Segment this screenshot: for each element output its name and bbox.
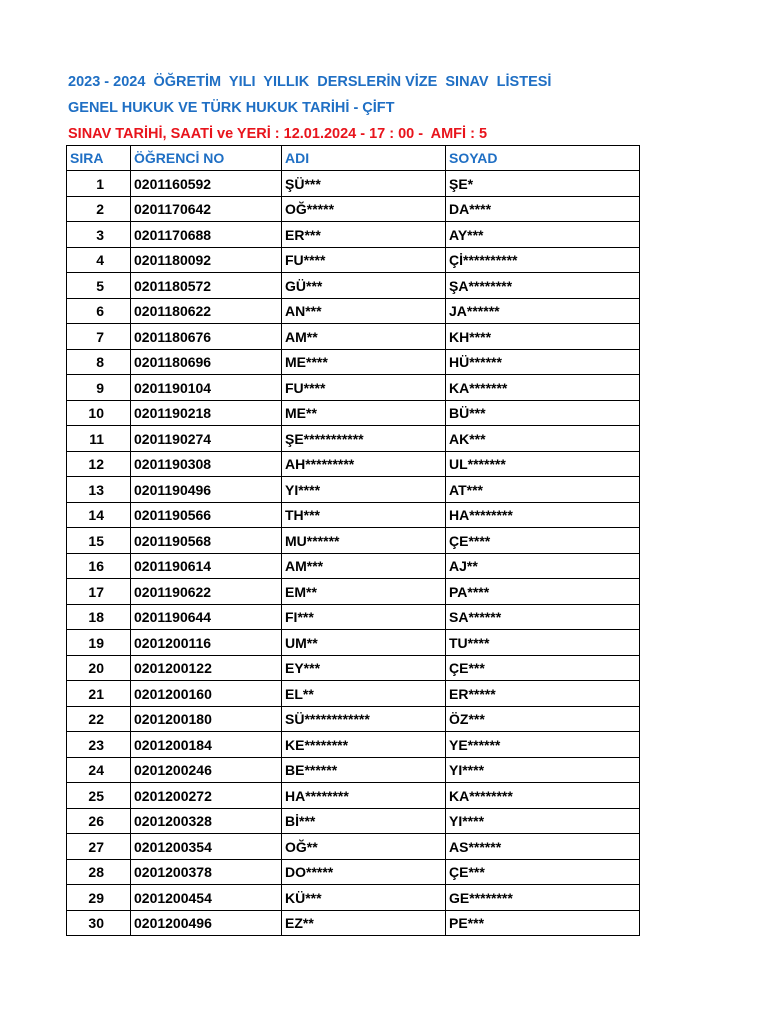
cell-ogrenci-no: 0201190104 xyxy=(131,375,282,401)
table-header-row xyxy=(67,146,640,171)
cell-soyad: SA****** xyxy=(446,604,640,630)
table-row xyxy=(67,528,640,554)
cell-soyad: PE*** xyxy=(446,910,640,936)
cell-sira: 9 xyxy=(67,375,131,401)
cell-ogrenci-no: 0201190566 xyxy=(131,502,282,528)
cell-ogrenci-no: 0201200122 xyxy=(131,655,282,681)
cell-soyad: GE******** xyxy=(446,885,640,911)
cell-ogrenci-no: 0201180092 xyxy=(131,247,282,273)
exam-info: SINAV TARİHİ, SAATİ ve YERİ : 12.01.2024 - 17 : 00 - AMFİ : 5 xyxy=(68,126,488,142)
cell-soyad: TU**** xyxy=(446,630,640,656)
cell-ogrenci-no: 0201180572 xyxy=(131,273,282,299)
cell-ogrenci-no: 0201160592 xyxy=(131,171,282,197)
cell-soyad: JA****** xyxy=(446,298,640,324)
cell-adi: ME** xyxy=(282,400,446,426)
cell-soyad: HÜ****** xyxy=(446,349,640,375)
cell-sira: 24 xyxy=(67,757,131,783)
cell-soyad: PA**** xyxy=(446,579,640,605)
cell-soyad: AY*** xyxy=(446,222,640,248)
table-row xyxy=(67,553,640,579)
cell-adi: AN*** xyxy=(282,298,446,324)
cell-soyad: KA******** xyxy=(446,783,640,809)
cell-soyad: AS****** xyxy=(446,834,640,860)
cell-ogrenci-no: 0201200184 xyxy=(131,732,282,758)
cell-adi: HA******** xyxy=(282,783,446,809)
cell-sira: 15 xyxy=(67,528,131,554)
cell-sira: 2 xyxy=(67,196,131,222)
cell-adi: FU**** xyxy=(282,375,446,401)
cell-soyad: UL******* xyxy=(446,451,640,477)
cell-soyad: ÖZ*** xyxy=(446,706,640,732)
cell-soyad: ÇE*** xyxy=(446,655,640,681)
cell-soyad: KA******* xyxy=(446,375,640,401)
cell-soyad: KH**** xyxy=(446,324,640,350)
cell-adi: ŞÜ*** xyxy=(282,171,446,197)
document-title: 2023 - 2024 ÖĞRETİM YILI YILLIK DERSLERİN VİZE SINAV LİSTESİ xyxy=(68,74,552,90)
cell-adi: OĞ***** xyxy=(282,196,446,222)
table-row xyxy=(67,400,640,426)
table-row xyxy=(67,324,640,350)
cell-adi: ER*** xyxy=(282,222,446,248)
cell-ogrenci-no: 0201200454 xyxy=(131,885,282,911)
cell-ogrenci-no: 0201180696 xyxy=(131,349,282,375)
cell-ogrenci-no: 0201190308 xyxy=(131,451,282,477)
table-row xyxy=(67,273,640,299)
table-row xyxy=(67,196,640,222)
cell-sira: 29 xyxy=(67,885,131,911)
cell-soyad: BÜ*** xyxy=(446,400,640,426)
cell-soyad: YI**** xyxy=(446,757,640,783)
table-row xyxy=(67,502,640,528)
cell-adi: GÜ*** xyxy=(282,273,446,299)
cell-sira: 27 xyxy=(67,834,131,860)
course-title: GENEL HUKUK VE TÜRK HUKUK TARİHİ - ÇİFT xyxy=(68,100,395,116)
column-header-soyad: SOYAD xyxy=(446,146,640,171)
cell-ogrenci-no: 0201190218 xyxy=(131,400,282,426)
cell-adi: EL** xyxy=(282,681,446,707)
cell-sira: 12 xyxy=(67,451,131,477)
table-row xyxy=(67,859,640,885)
cell-adi: EZ** xyxy=(282,910,446,936)
cell-adi: Bİ*** xyxy=(282,808,446,834)
cell-adi: EM** xyxy=(282,579,446,605)
table-row xyxy=(67,757,640,783)
cell-adi: AM*** xyxy=(282,553,446,579)
table-row xyxy=(67,655,640,681)
cell-ogrenci-no: 0201170688 xyxy=(131,222,282,248)
cell-adi: KÜ*** xyxy=(282,885,446,911)
cell-soyad: ÇE*** xyxy=(446,859,640,885)
cell-adi: EY*** xyxy=(282,655,446,681)
cell-sira: 23 xyxy=(67,732,131,758)
column-header-sira: SIRA xyxy=(67,146,131,171)
table-row xyxy=(67,910,640,936)
cell-adi: AH********* xyxy=(282,451,446,477)
cell-ogrenci-no: 0201200246 xyxy=(131,757,282,783)
cell-ogrenci-no: 0201190644 xyxy=(131,604,282,630)
cell-soyad: AJ** xyxy=(446,553,640,579)
cell-sira: 20 xyxy=(67,655,131,681)
table-row xyxy=(67,834,640,860)
cell-ogrenci-no: 0201200328 xyxy=(131,808,282,834)
cell-sira: 5 xyxy=(67,273,131,299)
cell-ogrenci-no: 0201180622 xyxy=(131,298,282,324)
cell-sira: 16 xyxy=(67,553,131,579)
table-row xyxy=(67,171,640,197)
cell-ogrenci-no: 0201180676 xyxy=(131,324,282,350)
cell-adi: KE******** xyxy=(282,732,446,758)
table-row xyxy=(67,783,640,809)
cell-adi: UM** xyxy=(282,630,446,656)
cell-ogrenci-no: 0201190496 xyxy=(131,477,282,503)
cell-sira: 19 xyxy=(67,630,131,656)
table-row xyxy=(67,375,640,401)
cell-sira: 17 xyxy=(67,579,131,605)
cell-adi: MU****** xyxy=(282,528,446,554)
cell-sira: 25 xyxy=(67,783,131,809)
cell-ogrenci-no: 0201200160 xyxy=(131,681,282,707)
column-header-adi: ADI xyxy=(282,146,446,171)
cell-adi: AM** xyxy=(282,324,446,350)
table-row xyxy=(67,681,640,707)
cell-soyad: ER***** xyxy=(446,681,640,707)
cell-sira: 4 xyxy=(67,247,131,273)
table-row xyxy=(67,604,640,630)
cell-adi: YI**** xyxy=(282,477,446,503)
cell-sira: 18 xyxy=(67,604,131,630)
cell-ogrenci-no: 0201200272 xyxy=(131,783,282,809)
table-row xyxy=(67,477,640,503)
column-header-ogrenci-no: ÖĞRENCİ NO xyxy=(131,146,282,171)
cell-soyad: ÇE**** xyxy=(446,528,640,554)
cell-ogrenci-no: 0201200354 xyxy=(131,834,282,860)
cell-adi: FU**** xyxy=(282,247,446,273)
cell-ogrenci-no: 0201200180 xyxy=(131,706,282,732)
cell-ogrenci-no: 0201200378 xyxy=(131,859,282,885)
cell-adi: BE****** xyxy=(282,757,446,783)
cell-ogrenci-no: 0201190274 xyxy=(131,426,282,452)
table-row xyxy=(67,732,640,758)
cell-adi: ŞE*********** xyxy=(282,426,446,452)
cell-soyad: ŞA******** xyxy=(446,273,640,299)
cell-soyad: AK*** xyxy=(446,426,640,452)
cell-soyad: Çİ********** xyxy=(446,247,640,273)
cell-sira: 22 xyxy=(67,706,131,732)
cell-ogrenci-no: 0201190614 xyxy=(131,553,282,579)
table-row xyxy=(67,706,640,732)
cell-sira: 26 xyxy=(67,808,131,834)
cell-sira: 8 xyxy=(67,349,131,375)
table-row xyxy=(67,451,640,477)
cell-adi: TH*** xyxy=(282,502,446,528)
table-row xyxy=(67,247,640,273)
cell-soyad: HA******** xyxy=(446,502,640,528)
cell-sira: 13 xyxy=(67,477,131,503)
cell-sira: 6 xyxy=(67,298,131,324)
cell-soyad: YE****** xyxy=(446,732,640,758)
cell-adi: SÜ************ xyxy=(282,706,446,732)
cell-sira: 21 xyxy=(67,681,131,707)
cell-ogrenci-no: 0201200116 xyxy=(131,630,282,656)
table-row xyxy=(67,630,640,656)
student-table xyxy=(66,145,640,936)
cell-ogrenci-no: 0201170642 xyxy=(131,196,282,222)
cell-sira: 10 xyxy=(67,400,131,426)
cell-ogrenci-no: 0201190568 xyxy=(131,528,282,554)
cell-sira: 30 xyxy=(67,910,131,936)
table-row xyxy=(67,579,640,605)
cell-sira: 1 xyxy=(67,171,131,197)
cell-sira: 3 xyxy=(67,222,131,248)
cell-sira: 7 xyxy=(67,324,131,350)
cell-adi: FI*** xyxy=(282,604,446,630)
table-row xyxy=(67,885,640,911)
cell-adi: DO***** xyxy=(282,859,446,885)
cell-soyad: YI**** xyxy=(446,808,640,834)
cell-sira: 28 xyxy=(67,859,131,885)
cell-adi: ME**** xyxy=(282,349,446,375)
table-row xyxy=(67,808,640,834)
cell-soyad: ŞE* xyxy=(446,171,640,197)
table-row xyxy=(67,222,640,248)
table-row xyxy=(67,426,640,452)
cell-ogrenci-no: 0201190622 xyxy=(131,579,282,605)
cell-adi: OĞ** xyxy=(282,834,446,860)
table-body xyxy=(67,171,640,936)
cell-ogrenci-no: 0201200496 xyxy=(131,910,282,936)
cell-soyad: AT*** xyxy=(446,477,640,503)
cell-sira: 11 xyxy=(67,426,131,452)
cell-sira: 14 xyxy=(67,502,131,528)
table-row xyxy=(67,298,640,324)
table-row xyxy=(67,349,640,375)
cell-soyad: DA**** xyxy=(446,196,640,222)
